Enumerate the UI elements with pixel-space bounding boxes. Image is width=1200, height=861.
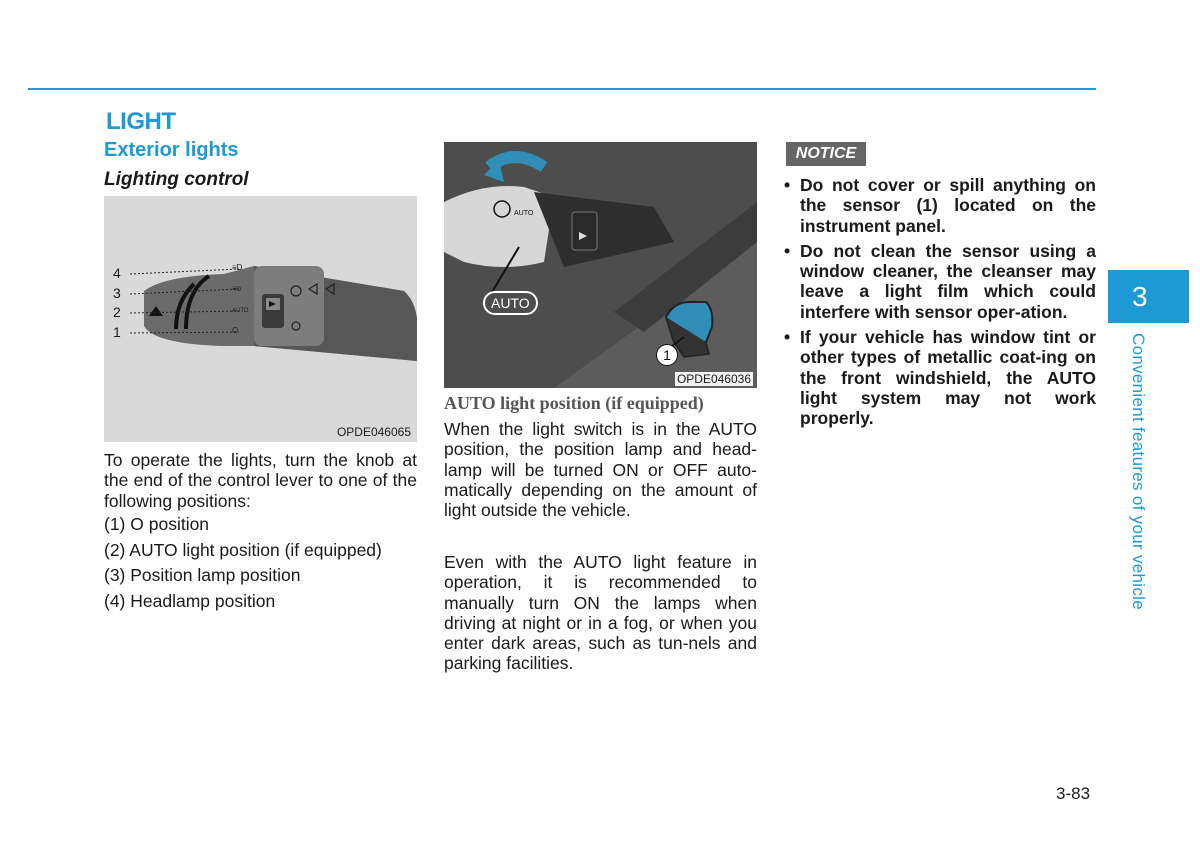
positions-list: [104, 514, 424, 616]
sub-subsection-title: Lighting control: [104, 169, 249, 190]
page-number: 3-83: [1056, 784, 1091, 803]
figure-code: OPDE046065: [336, 425, 411, 439]
list-item: (2) AUTO light position (if equipped): [104, 539, 382, 560]
lighting-lever-illustration: [104, 196, 417, 442]
svg-text:O: O: [232, 326, 239, 335]
auto-light-illustration: [444, 142, 757, 388]
list-item: • Do not cover or spill anything on the sensor (1) located on the instrument panel.: [784, 175, 1096, 236]
list-item: • Do not clean the sensor using a window cleaner, the cleanser may leave a light film which could interfere with sensor oper-ation.: [784, 241, 1096, 322]
subsection-title: Exterior lights: [104, 139, 239, 161]
section-title: LIGHT: [106, 108, 176, 135]
list-item: (1) O position: [104, 514, 210, 534]
notice-badge: NOTICE: [786, 142, 866, 166]
recommendation-paragraph: Even with the AUTO light feature in operation, it is recommended to manually turn ON the lamps when driving at night or in a fog, or when you enter dark areas, such as tun-nels and parking facilities.: [444, 552, 757, 674]
svg-text:≡o: ≡o: [232, 284, 242, 293]
lighting-lever-figure: [104, 196, 417, 442]
auto-paragraph: When the light switch is in the AUTO position, the position lamp and head-lamp will be turned ON or OFF auto-matically depending on the amount of light outside the vehicle.: [444, 419, 757, 521]
header-rule: [28, 88, 1096, 90]
figure-caption: AUTO light position (if equipped): [444, 393, 704, 413]
position-label-4: 4: [113, 265, 121, 281]
position-label-3: 3: [113, 285, 121, 301]
switch-auto-marking: AUTO: [514, 210, 534, 217]
notice-list: [784, 175, 1096, 434]
svg-text:≡D: ≡D: [232, 263, 243, 272]
list-item: • If your vehicle has window tint or other types of metallic coat-ing on the front windshield, the AUTO light system may not work properly.: [784, 327, 1096, 428]
chapter-title: Convenient features of your vehicle: [1129, 333, 1148, 610]
chapter-tab: 3: [1108, 270, 1189, 323]
lever-auto-marking: AUTO: [232, 308, 249, 314]
auto-light-figure: [444, 142, 757, 388]
intro-paragraph: To operate the lights, turn the knob at the end of the control lever to one of the following positions:: [104, 450, 417, 511]
figure-code: OPDE046036: [676, 372, 751, 386]
list-item: (3) Position lamp position: [104, 565, 301, 585]
sensor-callout: 1: [656, 344, 678, 366]
chapter-side-title: [1126, 333, 1156, 633]
position-label-1: 1: [113, 324, 121, 340]
position-label-2: 2: [113, 304, 121, 320]
list-item: (4) Headlamp position: [104, 590, 276, 611]
auto-label: AUTO: [483, 291, 538, 315]
